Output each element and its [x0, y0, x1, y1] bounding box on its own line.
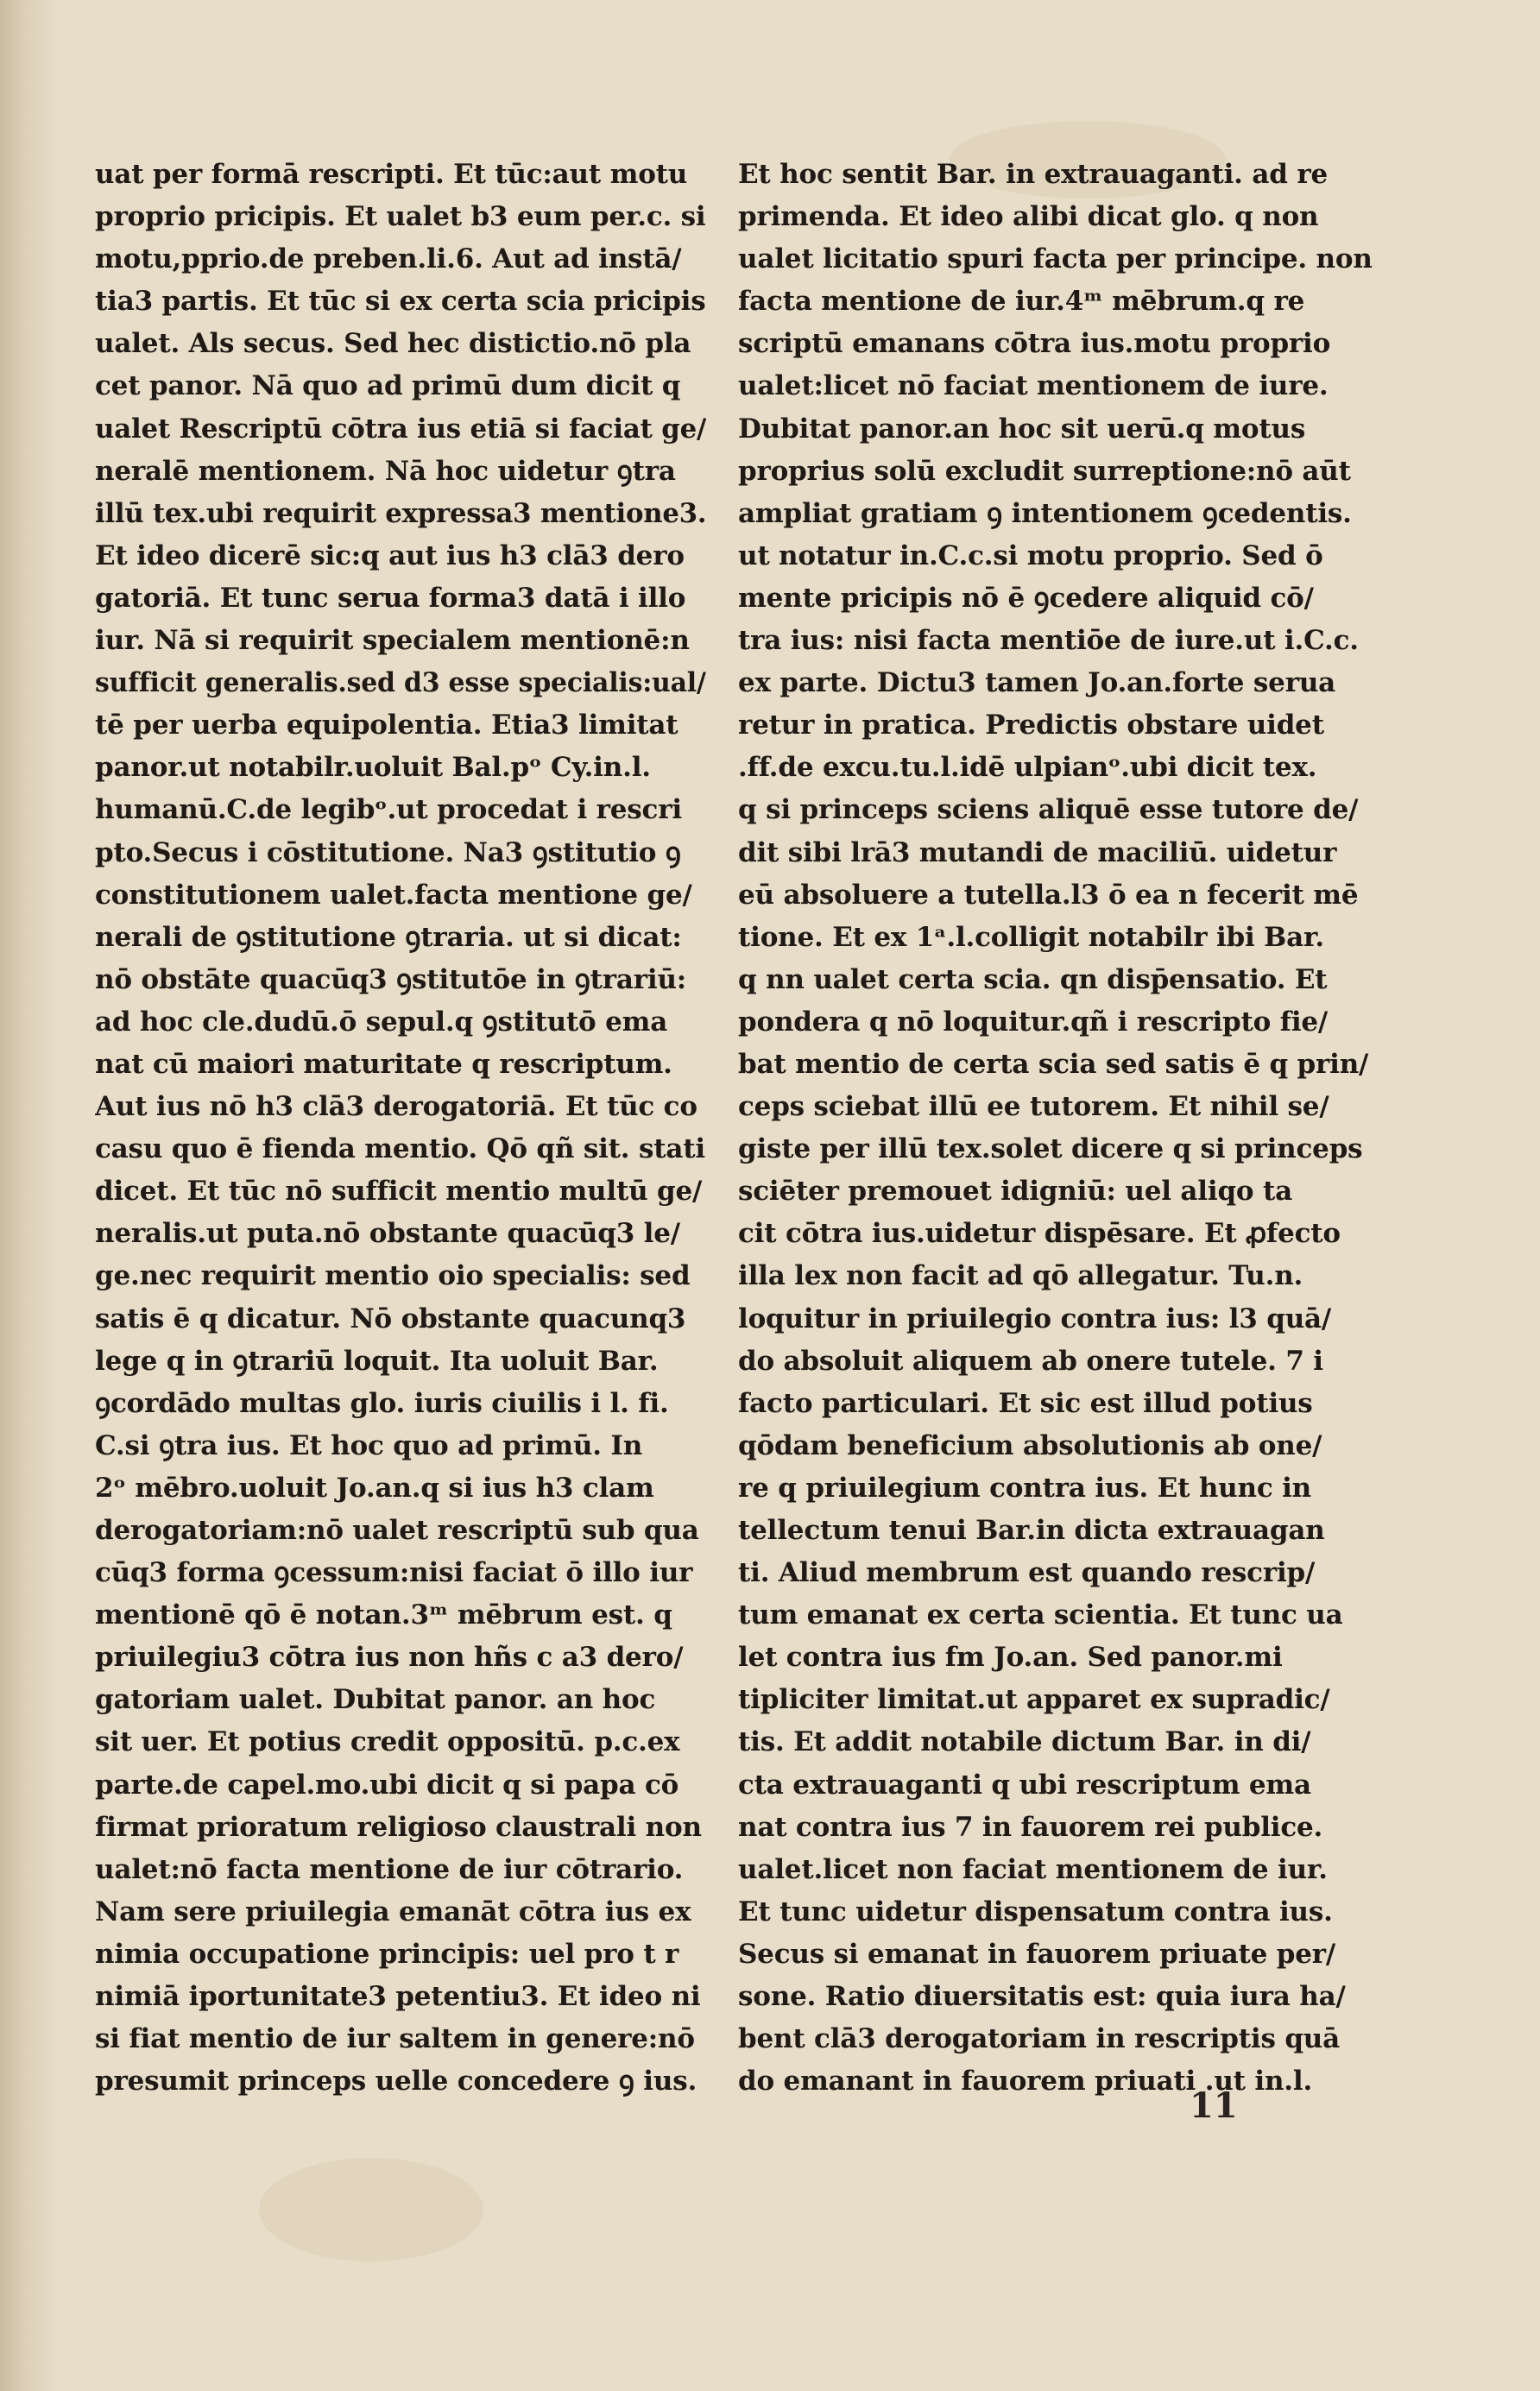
- text-line: nō obstāte quacūq3 ꝯstitutōe in ꝯtrariū:: [95, 963, 687, 995]
- text-line: ualet.licet non faciat mentionem de iur.: [738, 1853, 1328, 1885]
- text-line: firmat prioratum religioso claustrali non: [95, 1811, 702, 1843]
- text-line: ualet licitatio spuri facta per principe. non: [738, 243, 1373, 275]
- text-line: sit uer. Et potius credit oppositū. p.c.ex: [95, 1726, 680, 1758]
- text-line: nimia occupatione principis: uel pro t r: [95, 1938, 679, 1970]
- text-line: gatoriam ualet. Dubitat panor. an hoc: [95, 1684, 656, 1716]
- text-line: humanū.C.de legibᵒ.ut procedat i rescri: [95, 794, 682, 826]
- text-line: C.si ꝯtra ius. Et hoc quo ad primū. In: [95, 1429, 643, 1461]
- text-line: proprio pricipis. Et ualet b3 eum per.c. si: [95, 201, 706, 233]
- text-line: ualet Rescriptū cōtra ius etiā si faciat ge/: [95, 413, 706, 445]
- text-line: iur. Nā si requirit specialem mentionē:n: [95, 625, 690, 657]
- text-line: Aut ius nō h3 clā3 derogatoriā. Et tūc co: [95, 1091, 697, 1123]
- text-line: cit cōtra ius.uidetur dispēsare. Et ꝓfecto: [738, 1218, 1341, 1250]
- text-line: satis ē q dicatur. Nō obstante quacunq3: [95, 1303, 686, 1334]
- text-line: qōdam beneficium absolutionis ab one/: [738, 1429, 1322, 1461]
- text-line: ceps sciebat illū ee tutorem. Et nihil se/: [738, 1091, 1329, 1123]
- text-line: Et hoc sentit Bar. in extrauaganti. ad re: [738, 159, 1328, 190]
- paper-stain: [259, 2158, 483, 2262]
- text-line: tē per uerba equipolentia. Etia3 limitat: [95, 710, 678, 741]
- text-line: facto particulari. Et sic est illud potius: [738, 1387, 1313, 1419]
- text-line: constitutionem ualet.facta mentione ge/: [95, 879, 692, 911]
- text-line: ti. Aliud membrum est quando rescrip/: [738, 1557, 1316, 1589]
- binding-gutter-shadow: [0, 0, 60, 2391]
- text-line: sufficit generalis.sed d3 esse specialis:ual/: [95, 667, 706, 699]
- text-line: Nam sere priuilegia emanāt cōtra ius ex: [95, 1896, 691, 1927]
- text-line: sciēter premouet idigniū: uel aliqo ta: [738, 1176, 1292, 1208]
- text-line: retur in pratica. Predictis obstare uidet: [738, 710, 1324, 741]
- text-line: cet panor. Nā quo ad primū dum dicit q: [95, 370, 681, 402]
- text-line: proprius solū excludit surreptione:nō aūt: [738, 455, 1351, 487]
- text-line: si fiat mentio de iur saltem in genere:nō: [95, 2023, 695, 2055]
- text-line: let contra ius fm Jo.an. Sed panor.mi: [738, 1642, 1283, 1674]
- text-line: loquitur in priuilegio contra ius: l3 quā/: [738, 1303, 1332, 1334]
- text-line: tia3 partis. Et tūc si ex certa scia pricipis: [95, 286, 706, 318]
- text-line: q nn ualet certa scia. qn disp̄ensatio. Et: [738, 963, 1328, 995]
- text-line: nat contra ius 7 in fauorem rei publice.: [738, 1811, 1323, 1843]
- text-line: mente pricipis nō ē ꝯcedere aliquid cō/: [738, 582, 1314, 614]
- text-line: nerali de ꝯstitutione ꝯtraria. ut si dicat:: [95, 921, 682, 953]
- text-line: nat cū maiori maturitate q rescriptum.: [95, 1048, 672, 1080]
- text-line: dicet. Et tūc nō sufficit mentio multū ge/: [95, 1176, 703, 1208]
- text-line: eū absoluere a tutella.l3 ō ea n fecerit mē: [738, 879, 1359, 911]
- text-line: bat mentio de certa scia sed satis ē q prin/: [738, 1048, 1369, 1080]
- text-line: Et ideo dicerē sic:q aut ius h3 clā3 dero: [95, 539, 685, 571]
- text-line: primenda. Et ideo alibi dicat glo. q non: [738, 201, 1319, 233]
- text-line: Et tunc uidetur dispensatum contra ius.: [738, 1896, 1333, 1927]
- text-line: giste per illū tex.solet dicere q si princeps: [738, 1133, 1363, 1165]
- text-line: scriptū emanans cōtra ius.motu proprio: [738, 328, 1331, 360]
- text-line: tis. Et addit notabile dictum Bar. in di/: [738, 1726, 1311, 1758]
- text-line: illa lex non facit ad qō allegatur. Tu.n.: [738, 1260, 1303, 1292]
- text-line: re q priuilegium contra ius. Et hunc in: [738, 1472, 1312, 1504]
- text-line: ex parte. Dictu3 tamen Jo.an.forte serua: [738, 667, 1336, 699]
- text-line: facta mentione de iur.4ᵐ mēbrum.q re: [738, 286, 1305, 318]
- text-line: neralis.ut puta.nō obstante quacūq3 le/: [95, 1218, 680, 1250]
- right-text-column: [738, 154, 1377, 2103]
- text-line: lege q in ꝯtrariū loquit. Ita uoluit Bar.: [95, 1345, 659, 1377]
- text-line: cūq3 forma ꝯcessum:nisi faciat ō illo iur: [95, 1557, 693, 1589]
- text-line: dit sibi lrā3 mutandi de maciliū. uidetur: [738, 836, 1337, 868]
- text-line: tellectum tenui Bar.in dicta extrauagan: [738, 1515, 1325, 1546]
- text-line: mentionē qō ē notan.3ᵐ mēbrum est. q: [95, 1599, 672, 1631]
- text-line: pondera q nō loquitur.qñ i rescripto fie/: [738, 1006, 1329, 1038]
- left-text-column: [95, 154, 706, 2103]
- text-line: tione. Et ex 1ᵃ.l.colligit notabilr ibi Bar.: [738, 921, 1324, 953]
- text-line: parte.de capel.mo.ubi dicit q si papa cō: [95, 1769, 679, 1801]
- text-line: illū tex.ubi requirit expressa3 mentione3.: [95, 497, 706, 529]
- text-line: tipliciter limitat.ut apparet ex supradic/: [738, 1684, 1330, 1716]
- text-line: bent clā3 derogatoriam in rescriptis quā: [738, 2023, 1341, 2055]
- text-line: do absoluit aliquem ab onere tutele. 7 i: [738, 1345, 1323, 1377]
- text-line: tum emanat ex certa scientia. Et tunc ua: [738, 1599, 1343, 1631]
- text-line: priuilegiu3 cōtra ius non hñs c a3 dero/: [95, 1642, 684, 1674]
- text-line: Dubitat panor.an hoc sit uerū.q motus: [738, 413, 1306, 445]
- text-line: nimiā iportunitate3 petentiu3. Et ideo ni: [95, 1981, 701, 2013]
- text-line: ad hoc cle.dudū.ō sepul.q ꝯstitutō ema: [95, 1006, 668, 1038]
- text-line: 2ᵒ mēbro.uoluit Jo.an.q si ius h3 clam: [95, 1472, 654, 1504]
- text-line: ut notatur in.C.c.si motu proprio. Sed ō: [738, 539, 1323, 571]
- text-line: derogatoriam:nō ualet rescriptū sub qua: [95, 1515, 699, 1546]
- text-line: q si princeps sciens aliquē esse tutore de/: [738, 794, 1359, 826]
- folio-number: 11: [1190, 2085, 1238, 2126]
- text-line: pto.Secus i cōstitutione. Na3 ꝯstitutio ꝯ: [95, 836, 681, 868]
- text-line: panor.ut notabilr.uoluit Bal.pᵒ Cy.in.l.: [95, 752, 651, 784]
- text-line: ualet. Als secus. Sed hec distictio.nō pla: [95, 328, 691, 360]
- text-line: .ff.de excu.tu.l.idē ulpianᵒ.ubi dicit tex.: [738, 752, 1317, 784]
- text-line: gatoriā. Et tunc serua forma3 datā i illo: [95, 582, 686, 614]
- text-line: ꝯcordādo multas glo. iuris ciuilis i l. fi.: [95, 1387, 669, 1419]
- text-line: Secus si emanat in fauorem priuate per/: [738, 1938, 1336, 1970]
- text-line: motu,pprio.de preben.li.6. Aut ad instā/: [95, 243, 682, 275]
- text-line: cta extrauaganti q ubi rescriptum ema: [738, 1769, 1311, 1801]
- text-line: neralē mentionem. Nā hoc uidetur ꝯtra: [95, 455, 676, 487]
- text-line: ge.nec requirit mentio oio specialis: sed: [95, 1260, 691, 1292]
- text-line: casu quo ē fienda mentio. Qō qñ sit. stati: [95, 1133, 705, 1165]
- text-line: ampliat gratiam ꝯ intentionem ꝯcedentis.: [738, 497, 1352, 529]
- text-line: tra ius: nisi facta mentiōe de iure.ut i.C.c.: [738, 625, 1359, 657]
- text-line: ualet:licet nō faciat mentionem de iure.: [738, 370, 1329, 402]
- text-line: uat per formā rescripti. Et tūc:aut motu: [95, 159, 688, 190]
- text-line: presumit princeps uelle concedere ꝯ ius.: [95, 2066, 697, 2098]
- text-line: ualet:nō facta mentione de iur cōtrario.: [95, 1853, 684, 1885]
- text-line: do emanant in fauorem priuati .ut in.l.: [738, 2066, 1313, 2098]
- text-line: sone. Ratio diuersitatis est: quia iura ha/: [738, 1981, 1346, 2013]
